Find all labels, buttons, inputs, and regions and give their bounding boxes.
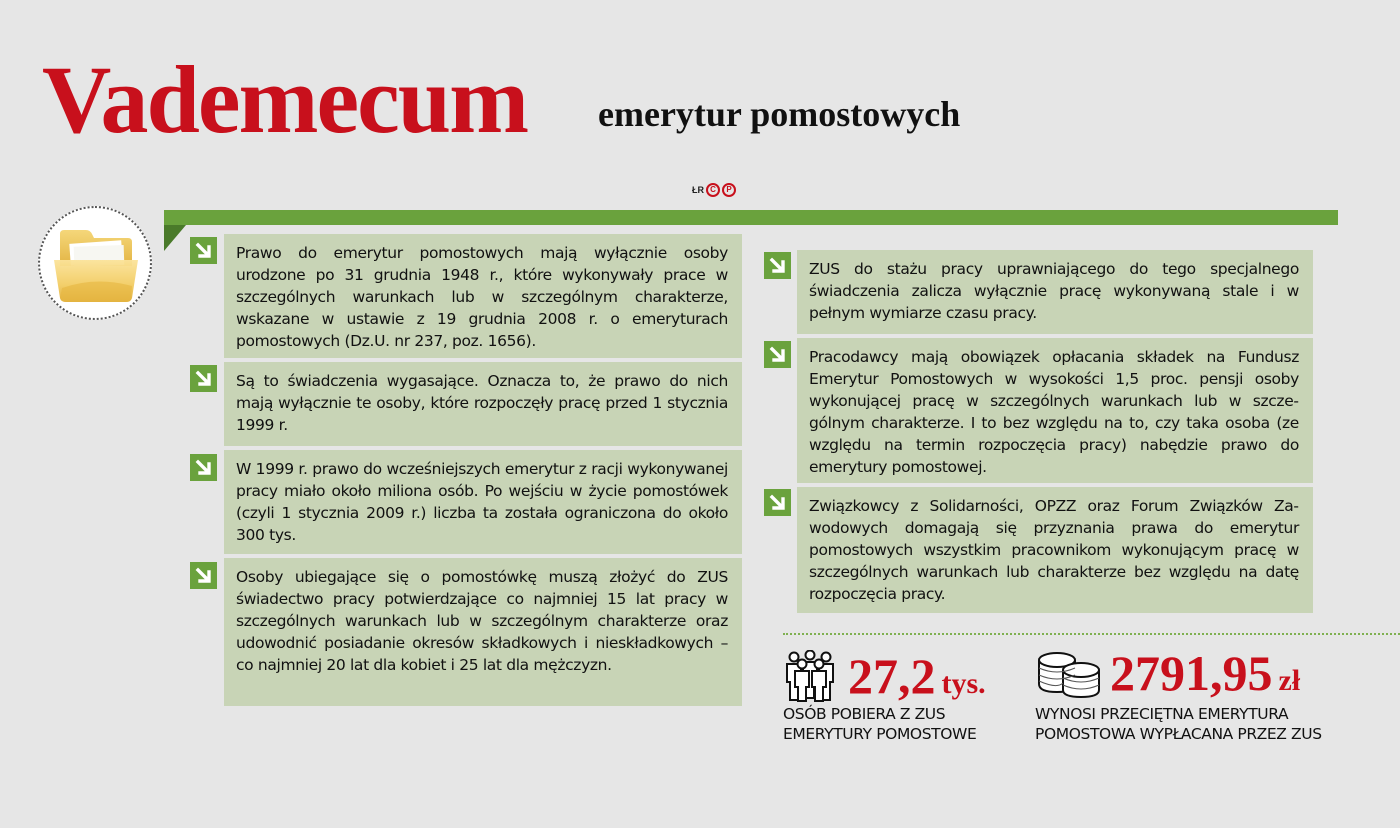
page-title: Vademecum	[42, 46, 528, 153]
info-card: W 1999 r. prawo do wcześniejszych emerytur z racji wykonywanej pracy miało około miliona osób. Po wejściu w życie pomostówek (czyli 1 stycznia 2009 r.) liczba ta została ograniczona do około 300 tys.	[224, 450, 742, 554]
info-card: Związkowcy z Solidarności, OPZZ oraz Forum Związków Zawodowych domagają się przyznania prawa do emerytur pomostowych wszystkim pracownikom wykonującym pracę w szczególnych warunkach lub charakterze bez względu na datę rozpoczęcia pracy.	[797, 487, 1313, 613]
arrow-down-right-icon	[190, 454, 217, 481]
coin-stack-icon	[1035, 648, 1103, 698]
stat-people-label: OSÓB POBIERA Z ZUS EMERYTURY POMOSTOWE	[783, 705, 977, 743]
p-mark-icon: P	[722, 183, 736, 197]
stat-people-unit: tys.	[941, 667, 986, 700]
info-card: Prawo do emerytur pomostowych mają wyłącznie osoby urodzone po 31 grudnia 1948 r., które wykonywały prace w szczególnych warunkach lub w szczególnym charakterze, wskazane w ustawie z 19 grudnia 2008 r. o emeryturach pomostowych (Dz.U. nr 237, poz. 1656).	[224, 234, 742, 358]
author-initials: ŁR	[692, 185, 704, 195]
arrow-down-right-icon	[190, 562, 217, 589]
arrow-down-right-icon	[764, 341, 791, 368]
stat-pension-value: 2791,95 zł	[1110, 645, 1301, 701]
dotted-divider	[783, 633, 1400, 635]
stat-pension-unit: zł	[1278, 664, 1301, 697]
info-card: Są to świadczenia wygasające. Oznacza to, że prawo do nich mają wyłącznie te osoby, które rozpoczęły pracę przed 1 stycznia 1999 r.	[224, 362, 742, 446]
banner-fold-triangle	[164, 225, 186, 251]
folder-icon	[52, 226, 140, 306]
author-credit	[692, 183, 736, 197]
info-card: Pracodawcy mają obowiązek opłacania składek na Fundusz Emerytur Pomostowych w wysokości 1,5 proc. pensji osoby wykonującej pracę w szczególnych warunkach lub w szczególnym charakterze. I to bez względu na to, czy taka osoba (ze względu na termin rozpoczęcia pracy) nabędzie prawo do emerytury pomostowej.	[797, 338, 1313, 483]
folder-badge	[38, 206, 152, 320]
copyright-icon: C	[706, 183, 720, 197]
people-group-icon	[782, 650, 838, 702]
arrow-down-right-icon	[190, 237, 217, 264]
info-card: Osoby ubiegające się o pomostówkę muszą złożyć do ZUS świadectwo pracy potwierdzające co najmniej 15 lat pracy w szczególnych warunkach lub w szczególnym charakterze oraz udowodnić posiadanie okresów składkowych i nieskładkowych – co najmniej 20 lat dla kobiet i 25 lat dla mężczyzn.	[224, 558, 742, 706]
arrow-down-right-icon	[764, 252, 791, 279]
info-card: ZUS do stażu pracy uprawniającego do tego specjalnego świadczenia zalicza wyłącznie pracę wykonywaną stale i w pełnym wymiarze czasu pracy.	[797, 250, 1313, 334]
page-subtitle: emerytur pomostowych	[598, 94, 961, 134]
arrow-down-right-icon	[190, 365, 217, 392]
stat-pension-label: WYNOSI PRZECIĘTNA EMERYTURA POMOSTOWA WYPŁACANA PRZEZ ZUS	[1035, 705, 1322, 743]
green-banner-bar	[164, 210, 1338, 225]
arrow-down-right-icon	[764, 489, 791, 516]
stat-people-value: 27,2 tys.	[848, 648, 986, 704]
